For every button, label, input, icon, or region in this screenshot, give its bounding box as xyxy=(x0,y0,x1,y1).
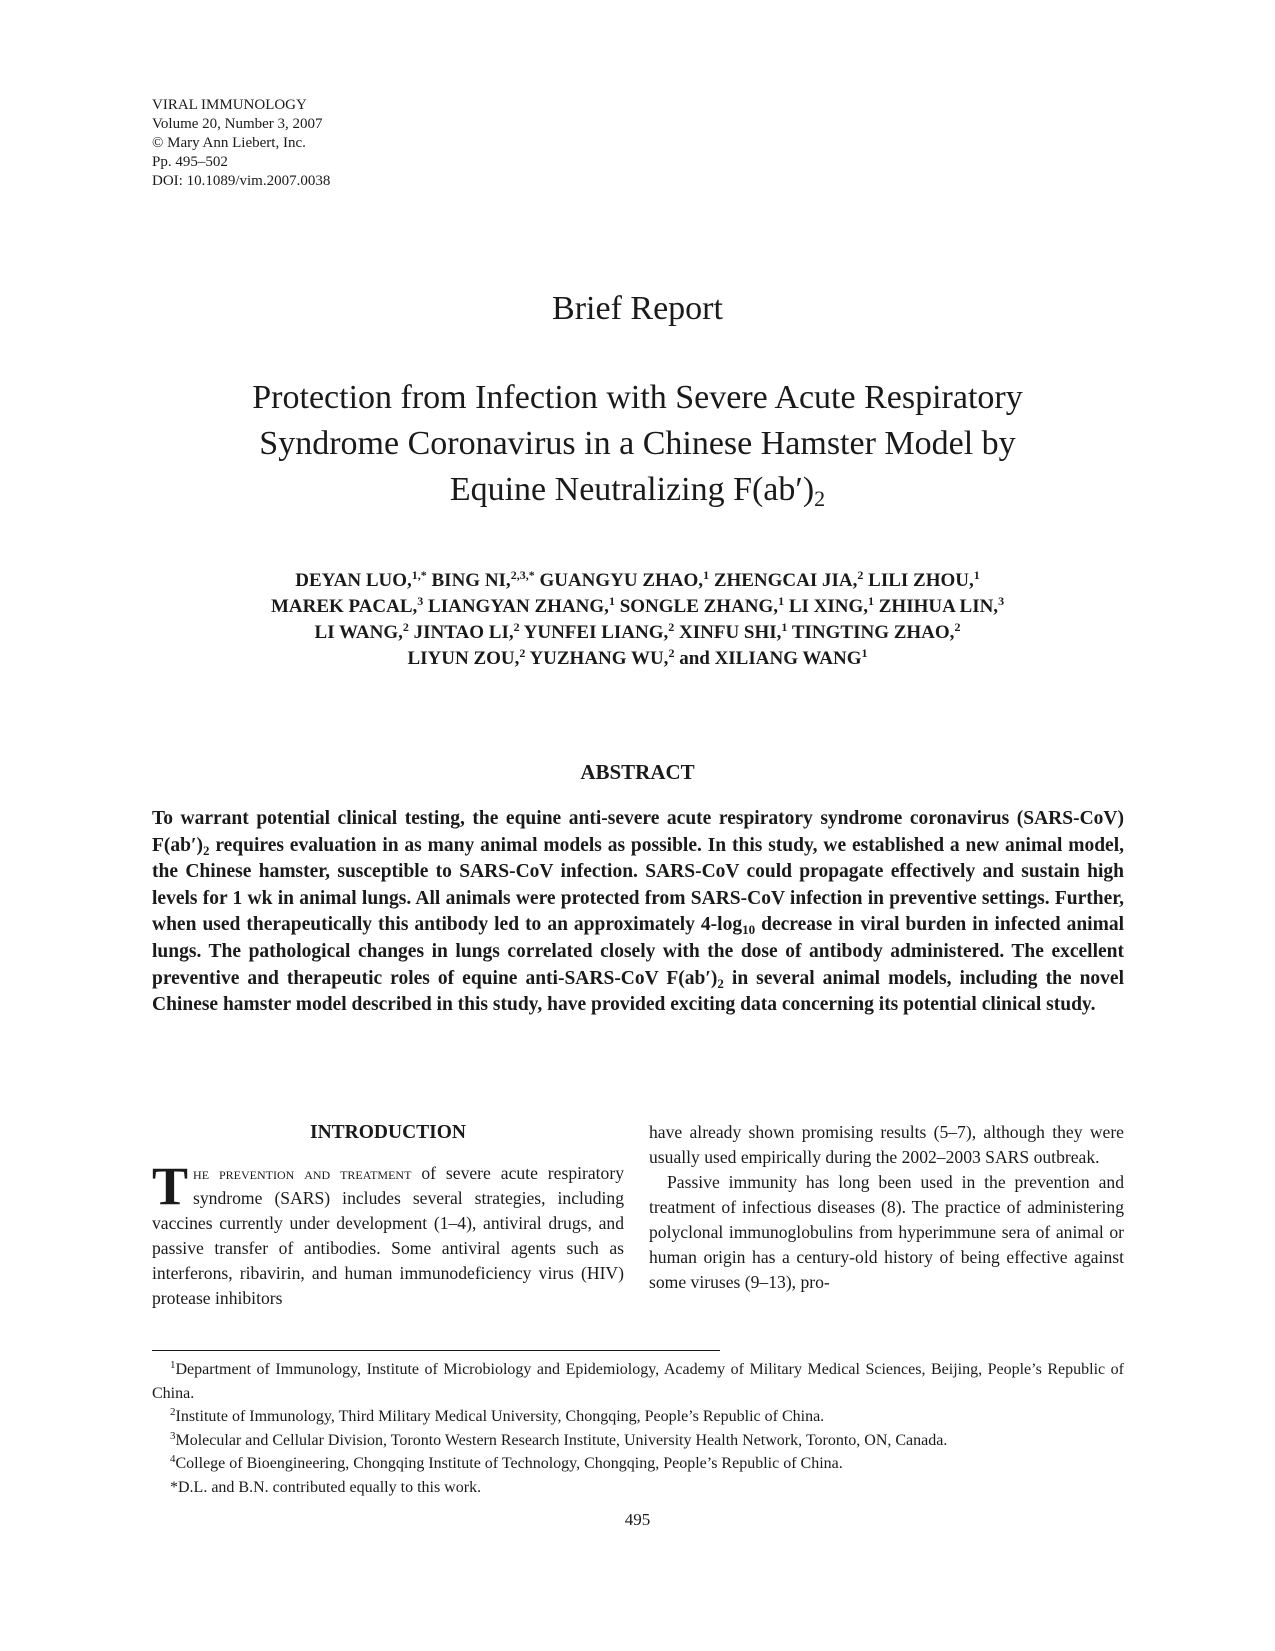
author-affiliation: 1 xyxy=(778,594,785,608)
footnotes xyxy=(152,1358,1124,1499)
author-line-3 xyxy=(140,620,1135,646)
author-name: TINGTING ZHAO, xyxy=(791,622,955,643)
footnote-equal-contribution xyxy=(152,1476,1124,1500)
footnote-marker: 3 xyxy=(170,1429,176,1442)
author-affiliation: 1 xyxy=(861,646,868,660)
author-affiliation: 1 xyxy=(608,594,615,608)
footnote-text: *D.L. and B.N. contributed equally to this work. xyxy=(170,1478,482,1496)
author-list xyxy=(140,568,1135,672)
abstract-heading: ABSTRACT xyxy=(580,760,695,784)
intro-smallcaps: he prevention and treatment xyxy=(193,1163,412,1183)
intro-paragraph-1 xyxy=(152,1156,625,1311)
author-affiliation: 2 xyxy=(402,620,409,634)
title-line-2: Syndrome Coronavirus in a Chinese Hamster Model by xyxy=(259,425,1016,462)
author-affiliation: 2 xyxy=(857,568,864,582)
journal-volume: Volume 20, Number 3, 2007 xyxy=(152,116,323,132)
author-name: XINFU SHI, xyxy=(679,622,782,643)
abstract-text-2: requires evaluation in as many animal models as possible. In this study, we established a new animal model, the Chinese hamster, susceptible to SARS-CoV infection. SARS-CoV could propagate effectively and sustain high levels for 1 wk in animal lungs. All animals were protected from SARS-CoV infection in preventive settings. Further, when used therapeutically this antibody led to an approximately 4-log xyxy=(152,834,1124,936)
abstract-subscript-3: 2 xyxy=(717,975,724,991)
journal-pages: Pp. 495–502 xyxy=(152,154,228,170)
page-number: 495 xyxy=(624,1510,651,1529)
title-subscript: 2 xyxy=(814,486,826,511)
author-name: YUZHANG WU, xyxy=(529,648,669,669)
footnote-marker: 2 xyxy=(170,1406,176,1418)
author-affiliation: 2 xyxy=(513,620,520,634)
footnote-marker: 1 xyxy=(170,1359,176,1371)
author-affiliation: 1 xyxy=(973,568,980,582)
footnote-marker: 4 xyxy=(170,1453,176,1465)
author-affiliation: 1,* xyxy=(411,568,427,582)
author-name: DEYAN LUO, xyxy=(295,570,412,591)
author-name: LIYUN ZOU, xyxy=(407,648,520,669)
author-affiliation: 1 xyxy=(868,594,874,608)
author-affiliation: 2 xyxy=(954,620,961,634)
title-line-3 xyxy=(140,467,1135,513)
author-line-1 xyxy=(140,568,1135,594)
footnote-text: Department of Immunology, Institute of Microbiology and Epidemiology, Academy of Military Medical Sciences, Beijing, People’s Republic of China. xyxy=(152,1361,1124,1402)
footnote-1 xyxy=(152,1358,1124,1405)
author-name: LI XING, xyxy=(788,596,868,617)
journal-header xyxy=(152,96,330,191)
author-name: LILI ZHOU, xyxy=(868,570,974,591)
intro-left-column xyxy=(152,1120,624,1311)
author-affiliation: 1 xyxy=(781,620,788,634)
journal-doi: DOI: 10.1089/vim.2007.0038 xyxy=(152,173,331,189)
journal-copyright: © Mary Ann Liebert, Inc. xyxy=(152,135,306,151)
abstract-body xyxy=(152,806,1124,1019)
footnote-divider xyxy=(152,1350,720,1351)
author-affiliation: 2 xyxy=(519,646,526,660)
introduction-heading: INTRODUCTION xyxy=(309,1122,467,1143)
author-name: YUNFEI LIANG, xyxy=(523,622,669,643)
author-affiliation: 2,3,* xyxy=(510,568,535,582)
author-name: LI WANG, xyxy=(314,622,403,643)
drop-cap: T xyxy=(152,1156,189,1216)
author-name: JINTAO LI, xyxy=(413,622,514,643)
author-name: BING NI, xyxy=(431,570,511,591)
abstract-text-4: in several animal models, including the novel Chinese hamster model described in this study, have provided exciting data concerning its potential clinical study. xyxy=(152,967,1124,1016)
journal-name: VIRAL IMMUNOLOGY xyxy=(152,97,307,113)
abstract-subscript-1: 2 xyxy=(202,842,210,858)
author-name: LIANGYAN ZHANG, xyxy=(428,596,609,617)
footnote-3 xyxy=(152,1429,1124,1453)
intro-right-paragraph-1: have already shown promising results (5–7), although they were usually used empirically during the 2002–2003 SARS outbreak. xyxy=(649,1122,1124,1167)
author-name: ZHENGCAI JIA, xyxy=(713,570,858,591)
title-line-3-main: Equine Neutralizing F(ab′) xyxy=(449,471,815,508)
intro-left-text: of severe acute respiratory syndrome (SARS) includes several strategies, including vaccines currently under development (1–4), antiviral drugs, and passive transfer of antibodies. Some antiviral agents such as interferons, ribavirin, and human immunodeficiency virus (HIV) protease inhibitors xyxy=(152,1163,625,1308)
footnote-2 xyxy=(152,1405,1124,1429)
author-line-4 xyxy=(140,646,1135,672)
author-line-2 xyxy=(140,594,1135,620)
author-name: and XILIANG WANG xyxy=(679,648,862,669)
intro-right-column xyxy=(649,1120,1124,1295)
footnote-text: Institute of Immunology, Third Military Medical University, Chongqing, People’s Republic of China. xyxy=(175,1408,825,1425)
author-affiliation: 2 xyxy=(668,646,675,660)
abstract-subscript-2: 10 xyxy=(742,922,756,938)
article-title xyxy=(140,375,1135,513)
author-name: ZHIHUA LIN, xyxy=(878,596,999,617)
title-line-1: Protection from Infection with Severe Acute Respiratory xyxy=(252,379,1023,416)
intro-right-paragraph-2: Passive immunity has long been used in the prevention and treatment of infectious diseases (8). The practice of administering polyclonal immunoglobulins from hyperimmune sera of animal or human origin has a century-old history of being effective against some viruses (9–13), pro- xyxy=(649,1172,1124,1292)
author-affiliation: 3 xyxy=(417,594,424,608)
footnote-4 xyxy=(152,1452,1124,1476)
report-type: Brief Report xyxy=(552,290,723,327)
abstract-text-3: decrease in viral burden in infected animal lungs. The pathological changes in lungs correlated closely with the dose of antibody administered. The excellent preventive and therapeutic roles of equine anti-SARS-CoV F(ab′) xyxy=(152,914,1125,989)
author-affiliation: 3 xyxy=(998,594,1005,608)
author-name: SONGLE ZHANG, xyxy=(619,596,779,617)
author-affiliation: 1 xyxy=(703,568,710,582)
footnote-text: Molecular and Cellular Division, Toronto Western Research Institute, University Health Network, Toronto, ON, Canada. xyxy=(175,1431,948,1449)
abstract-text-1: To warrant potential clinical testing, the equine anti-severe acute respiratory syndrome coronavirus (SARS-CoV) F(ab′) xyxy=(152,808,1124,856)
author-name: MAREK PACAL, xyxy=(270,596,418,617)
author-name: GUANGYU ZHAO, xyxy=(539,570,704,591)
author-affiliation: 2 xyxy=(668,620,675,634)
footnote-text: College of Bioengineering, Chongqing Institute of Technology, Chongqing, People’s Republic of China. xyxy=(175,1455,843,1472)
